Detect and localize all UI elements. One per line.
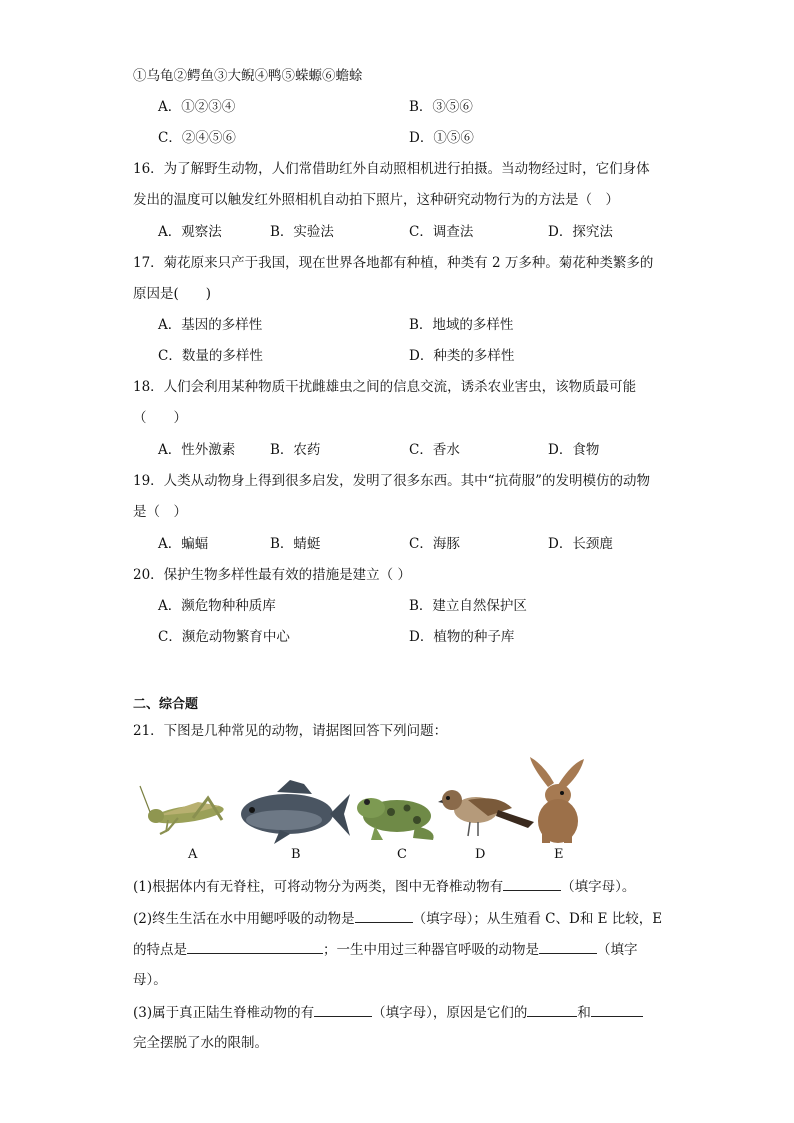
q20-stem: 20．保护生物多样性最有效的措施是建立（ ）: [133, 567, 411, 583]
q15-stem: ①乌龟②鳄鱼③大鲵④鸭⑤蝾螈⑥蟾蜍: [133, 68, 363, 84]
q19-stem-line1: 19．人类从动物身上得到很多启发，发明了很多东西。其中“抗荷服”的发明模仿的动物: [133, 473, 650, 489]
q19-option-b: B．蜻蜓: [270, 536, 321, 552]
q15-option-c: C．②④⑤⑥: [158, 130, 236, 146]
answer-blank[interactable]: [591, 1002, 643, 1017]
grasshopper-image: [138, 780, 230, 840]
q21-part3-line1: [133, 1002, 643, 1023]
q17-option-d: D．种类的多样性: [409, 348, 515, 364]
answer-blank[interactable]: [539, 939, 597, 954]
q21-part1: [133, 876, 635, 897]
fish-image: [232, 778, 352, 848]
figure-label-c: C: [397, 847, 407, 862]
q21-part2-text-e: （填字: [597, 942, 638, 958]
q20-option-c: C．濒危动物繁育中心: [158, 629, 290, 645]
figure-label-b: B: [291, 847, 301, 862]
q16-option-c: C．调查法: [409, 224, 474, 240]
q17-option-b: B．地域的多样性: [409, 317, 514, 333]
q18-stem-line1: 18．人们会利用某种物质干扰雌雄虫之间的信息交流，诱杀农业害虫，该物质最可能: [133, 379, 637, 395]
answer-blank[interactable]: [187, 939, 323, 954]
q21-part2-text-c: 的特点是: [133, 942, 187, 958]
q16-stem-line2: 发出的温度可以触发红外照相机自动拍下照片，这种研究动物行为的方法是（ ）: [133, 192, 619, 208]
q15-option-b: B．③⑤⑥: [409, 99, 473, 115]
q16-option-a: A．观察法: [158, 224, 222, 240]
q21-part3-text-c: 和: [577, 1005, 591, 1021]
q21-part2-line1: [133, 908, 662, 929]
q17-stem-line2: 原因是( ): [133, 286, 212, 302]
q21-part3-text-d: 完全摆脱了水的限制。: [133, 1035, 268, 1051]
q16-stem-line1: 16．为了解野生动物，人们常借助红外自动照相机进行拍摄。当动物经过时，它们身体: [133, 161, 650, 177]
figure-label-a: A: [188, 847, 198, 862]
q17-stem-line1: 17．菊花原来只产于我国，现在世界各地都有种植，种类有 2 万多种。菊花种类繁多的: [133, 255, 654, 271]
q17-option-c: C．数量的多样性: [158, 348, 263, 364]
q21-part1-text-b: （填字母）。: [561, 879, 636, 895]
answer-blank[interactable]: [355, 908, 413, 923]
bird-image: [438, 784, 536, 840]
answer-blank[interactable]: [503, 876, 561, 891]
q19-option-d: D．长颈鹿: [548, 536, 613, 552]
q16-option-d: D．探究法: [548, 224, 613, 240]
q21-part1-text-a: (1)根据体内有无脊柱，可将动物分为两类，图中无脊椎动物有: [133, 879, 504, 895]
q20-option-d: D．植物的种子库: [409, 629, 515, 645]
q20-option-a: A．濒危物种种质库: [158, 598, 276, 614]
rabbit-image: [528, 757, 586, 845]
q21-part3-text-b: （填字母），原因是它们的: [372, 1005, 528, 1021]
q21-part2-text-f: 母）。: [133, 972, 167, 988]
q21-part2-text-a: (2)终生生活在水中用鳃呼吸的动物是: [133, 911, 355, 927]
q18-option-d: D．食物: [548, 442, 600, 458]
q19-option-c: C．海豚: [409, 536, 460, 552]
q18-option-c: C．香水: [409, 442, 460, 458]
q15-option-d: D．①⑤⑥: [409, 130, 474, 146]
figure-label-e: E: [554, 847, 564, 862]
q21-part2-line2: [133, 939, 638, 960]
answer-blank[interactable]: [527, 1002, 577, 1017]
q21-stem: 21．下图是几种常见的动物，请据图回答下列问题：: [133, 723, 448, 739]
q18-option-b: B．农药: [270, 442, 321, 458]
q18-option-a: A．性外激素: [158, 442, 236, 458]
q21-part2-text-d: ；一生中用过三种器官呼吸的动物是: [323, 942, 539, 958]
q15-option-a: A．①②③④: [158, 99, 236, 115]
answer-blank[interactable]: [314, 1002, 372, 1017]
q21-part2-text-b: （填字母）；从生殖看 C、D和 E 比较，E: [412, 911, 663, 927]
q20-option-b: B．建立自然保护区: [409, 598, 527, 614]
frog-image: [353, 790, 439, 842]
section-title: 二、综合题: [133, 697, 199, 712]
figure-label-d: D: [475, 847, 486, 862]
q21-part3-text-a: (3)属于真正陆生脊椎动物的有: [133, 1005, 315, 1021]
q16-option-b: B．实验法: [270, 224, 334, 240]
q18-stem-line2: （ ）: [133, 410, 187, 426]
q19-stem-line2: 是（ ）: [133, 504, 187, 520]
q19-option-a: A．蝙蝠: [158, 536, 209, 552]
q17-option-a: A．基因的多样性: [158, 317, 263, 333]
